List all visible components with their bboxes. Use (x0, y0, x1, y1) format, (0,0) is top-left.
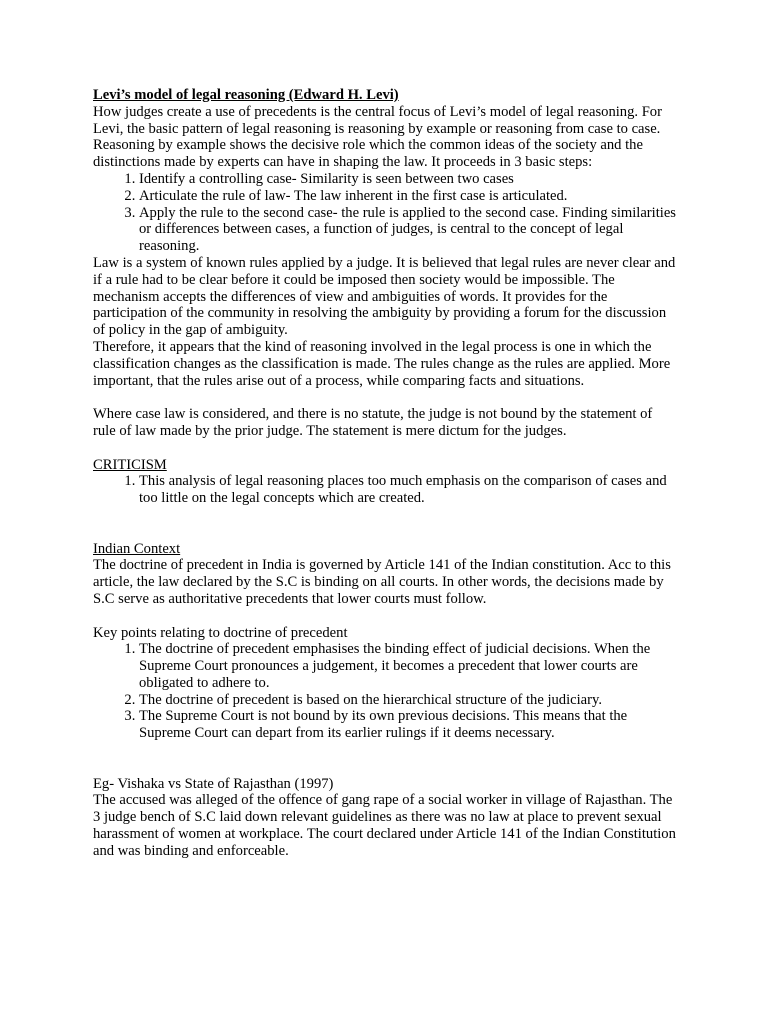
spacer (93, 389, 678, 406)
criticism-heading: CRITICISM (93, 456, 167, 473)
list-item: 1. Identify a controlling case- Similarity is seen between two cases (139, 171, 678, 188)
indian-context-heading: Indian Context (93, 540, 181, 557)
indian-context-paragraph: The doctrine of precedent in India is governed by Article 141 of the Indian constitution. Acc to this article, the law declared by the S.C is binding on all courts. In other words, the decisions made by S.C serve as authoritative precedents that lower courts must follow. (93, 557, 671, 607)
list-item: 2. Articulate the rule of law- The law inherent in the first case is articulated. (139, 188, 678, 205)
list-item: 1. This analysis of legal reasoning places too much emphasis on the comparison of cases and too little on the legal concepts which are created. (139, 473, 678, 507)
key-points-list (93, 641, 678, 742)
list-item: 3. Apply the rule to the second case- the rule is applied to the second case. Finding similarities or differences between cases, a function of judges, is central to the concept of legal reasoning. (139, 205, 678, 255)
spacer (93, 440, 678, 457)
list-item: 2. The doctrine of precedent is based on the hierarchical structure of the judiciary. (139, 692, 678, 709)
example-heading: Eg- Vishaka vs State of Rajasthan (1997) (93, 775, 334, 792)
intro-paragraph: How judges create a use of precedents is the central focus of Levi’s model of legal reasoning. For Levi, the basic pattern of legal reasoning is reasoning by example or reasoning from case to case. Reasoning by example shows the decisive role which the common ideas of the society and the distinctions made by experts can have in shaping the law. It proceeds in 3 basic steps: (93, 103, 662, 171)
law-paragraph: Law is a system of known rules applied by a judge. It is believed that legal rules are never clear and if a rule had to be clear before it could be imposed then society would be impossible. The mechanism accepts the differences of view and ambiguities of words. It provides for the participation of the community in resolving the ambiguity by providing a forum for the discussion of policy in the gap of ambiguity. (93, 254, 676, 339)
therefore-paragraph: Therefore, it appears that the kind of reasoning involved in the legal process is one in which the classification changes as the classification is made. The rules change as the rules are applied. More important, that the rules arise out of a process, while comparing facts and situations. (93, 338, 671, 389)
spacer (93, 507, 678, 541)
list-item: 1. The doctrine of precedent emphasises the binding effect of judicial decisions. When the Supreme Court pronounces a judgement, it becomes a precedent that lower courts are obligated to adhere to. (139, 641, 678, 691)
spacer (93, 742, 678, 776)
document-title: Levi’s model of legal reasoning (Edward H. Levi) (93, 87, 399, 103)
key-points-heading: Key points relating to doctrine of precedent (93, 624, 348, 641)
steps-list (93, 171, 678, 255)
criticism-list (93, 473, 678, 507)
list-item: 3. The Supreme Court is not bound by its own previous decisions. This means that the Supreme Court can depart from its earlier rulings if it deems necessary. (139, 708, 678, 742)
case-law-paragraph: Where case law is considered, and there is no statute, the judge is not bound by the statement of rule of law made by the prior judge. The statement is mere dictum for the judges. (93, 406, 653, 439)
spacer (93, 608, 678, 625)
example-paragraph: The accused was alleged of the offence of gang rape of a social worker in village of Rajasthan. The 3 judge bench of S.C laid down relevant guidelines as there was no law at place to prevent sexual harassment of women at workplace. The court declared under Article 141 of the Indian Constitution and was binding and enforceable. (93, 792, 676, 859)
